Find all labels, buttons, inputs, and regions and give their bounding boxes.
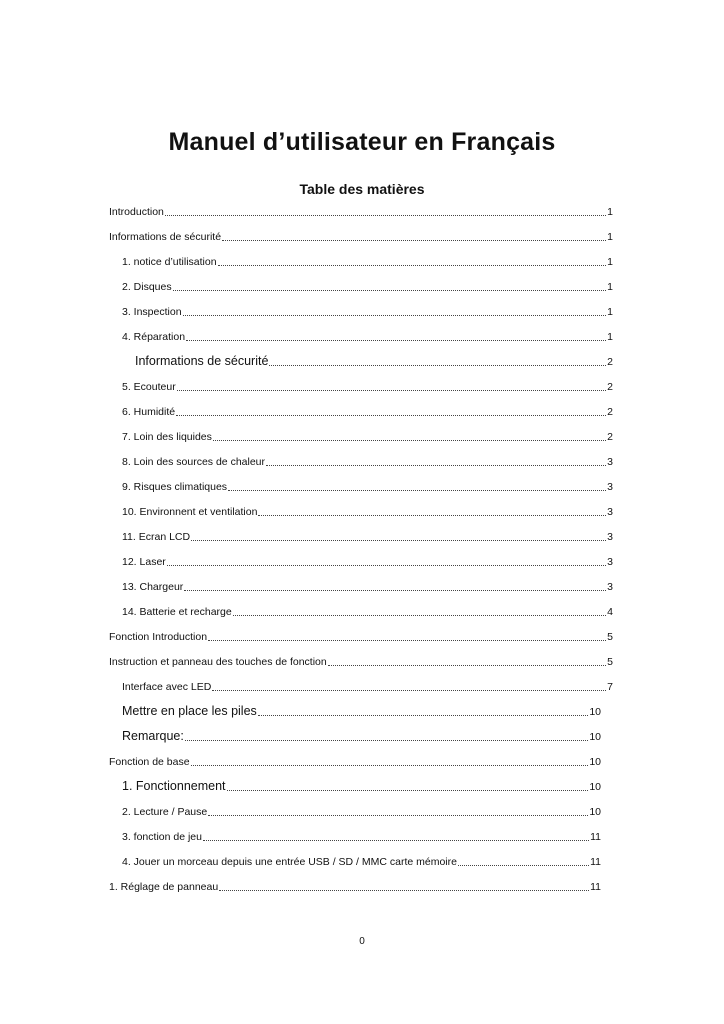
toc-entry[interactable]: 6. Humidité 2 xyxy=(122,406,613,418)
toc-entry[interactable]: 9. Risques climatiques 3 xyxy=(122,481,613,493)
page-title: Manuel d’utilisateur en Français xyxy=(168,128,556,156)
toc-entry[interactable]: 3. Inspection 1 xyxy=(122,306,613,318)
toc-entry[interactable]: 11. Ecran LCD 3 xyxy=(122,531,613,543)
toc-entry[interactable]: Informations de sécurité 2 xyxy=(135,354,613,368)
toc-entry[interactable]: 10. Environnent et ventilation 3 xyxy=(122,506,613,518)
toc-entry[interactable]: 4. Réparation 1 xyxy=(122,331,613,343)
toc-entry[interactable]: 2. Disques 1 xyxy=(122,281,613,293)
toc-entry[interactable]: 5. Ecouteur 2 xyxy=(122,381,613,393)
toc-entry[interactable]: 1. Réglage de panneau 11 xyxy=(109,881,601,893)
toc-heading: Table des matières xyxy=(299,181,425,197)
toc-entry[interactable]: 13. Chargeur 3 xyxy=(122,581,613,593)
toc-entry[interactable]: 7. Loin des liquides 2 xyxy=(122,431,613,443)
toc-entry[interactable]: Introduction 1 xyxy=(109,206,613,218)
toc-entry[interactable]: Fonction Introduction 5 xyxy=(109,631,613,643)
toc-entry[interactable]: 14. Batterie et recharge 4 xyxy=(122,606,613,618)
toc-entry[interactable]: Remarque: 10 xyxy=(122,729,601,743)
toc-entry[interactable]: 1. notice d’utilisation 1 xyxy=(122,256,613,268)
toc-entry[interactable]: Instruction et panneau des touches de fonction 5 xyxy=(109,656,613,668)
toc-entry[interactable]: Informations de sécurité 1 xyxy=(109,231,613,243)
toc-entry[interactable]: 12. Laser 3 xyxy=(122,556,613,568)
toc-entry[interactable]: Interface avec LED 7 xyxy=(122,681,613,693)
page-number: 0 xyxy=(359,936,365,947)
toc-entry[interactable]: Fonction de base 10 xyxy=(109,756,601,768)
toc-entry[interactable]: Mettre en place les piles 10 xyxy=(122,704,601,718)
toc-entry[interactable]: 8. Loin des sources de chaleur 3 xyxy=(122,456,613,468)
toc-entry[interactable]: 3. fonction de jeu 11 xyxy=(122,831,601,843)
toc-entry[interactable]: 4. Jouer un morceau depuis une entrée USB / SD / MMC carte mémoire 11 xyxy=(122,856,601,868)
toc-entry[interactable]: 1. Fonctionnement 10 xyxy=(122,779,601,793)
toc-entry[interactable]: 2. Lecture / Pause 10 xyxy=(122,806,601,818)
